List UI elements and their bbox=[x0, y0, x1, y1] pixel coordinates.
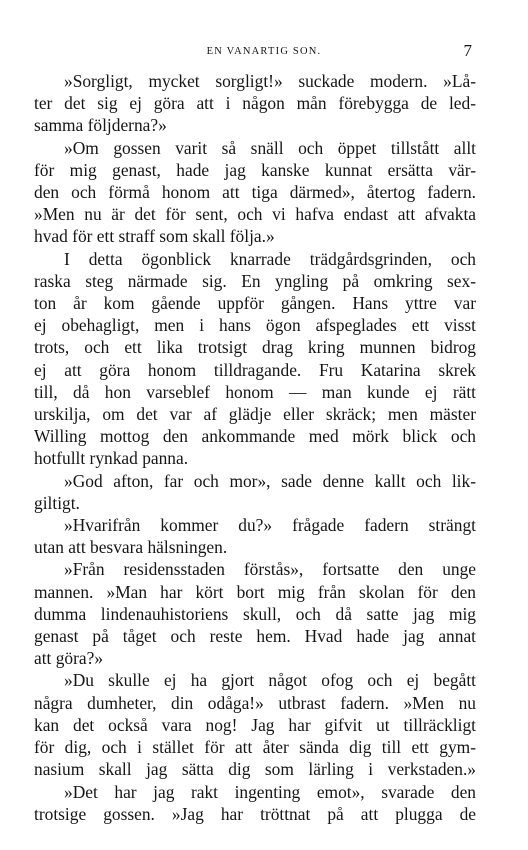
text-line: trotsige gossen. »Jag har tröttnat på att plugga de bbox=[34, 803, 476, 824]
text-line: att göra?» bbox=[34, 648, 104, 669]
text-line: giltigt. bbox=[34, 492, 80, 513]
text-line: den och förmå honom att tiga därmed», återtog fadern. bbox=[34, 182, 476, 203]
text-line: några dumheter, din odåga!» utbrast fadern. »Men nu bbox=[34, 692, 476, 713]
text-line: kan det också vara nog! Jag har gifvit ut tillräckligt bbox=[34, 714, 476, 735]
text-line: dumma lindenauhistoriens skull, och då satte jag mig bbox=[34, 603, 476, 624]
text-line: för dig, och i stället för att åter sända dig till ett gym- bbox=[34, 737, 476, 758]
text-line: I detta ögonblick knarrade trädgårdsgrinden, och bbox=[64, 248, 476, 269]
text-line: hotfullt rynkad panna. bbox=[34, 448, 189, 469]
text-line: ej att göra honom tilldragande. Fru Katarina skrek bbox=[34, 359, 476, 380]
text-line: »Hvarifrån kommer du?» frågade fadern strängt bbox=[64, 515, 476, 536]
text-line: hvad för ett straff som skall följa.» bbox=[34, 226, 275, 247]
text-line: ter det sig ej göra att i någon mån förebygga de led- bbox=[34, 93, 476, 114]
text-line: trots, och ett lika trotsigt drag kring munnen bidrog bbox=[34, 337, 476, 358]
text-line: »God afton, far och mor», sade denne kallt och lik- bbox=[64, 470, 476, 491]
text-line: »Om gossen varit så snäll och öppet tillstått allt bbox=[64, 137, 476, 158]
text-line: »Men nu är det för sent, och vi hafva endast att afvakta bbox=[34, 204, 476, 225]
text-line: »Det har jag rakt ingenting emot», svarade den bbox=[64, 781, 476, 802]
page-number: 7 bbox=[463, 41, 472, 60]
text-line: »Sorgligt, mycket sorgligt!» suckade modern. »Lå- bbox=[64, 71, 476, 91]
text-line: raska steg närmade sig. En yngling på omkring sex- bbox=[34, 270, 476, 291]
text-line: Willing mottog den ankommande med mörk blick och bbox=[34, 426, 476, 447]
text-line: samma följderna?» bbox=[34, 115, 167, 136]
text-line: nasium skall jag sätta dig som lärling i verkstaden.» bbox=[34, 759, 476, 780]
text-line: ton år kom gående uppför gången. Hans yttre var bbox=[34, 293, 476, 314]
body-text bbox=[34, 70, 476, 825]
running-title: EN VANARTIG SON. bbox=[206, 46, 322, 57]
text-line: ej obehagligt, men i hans ögon afspeglades ett visst bbox=[34, 315, 476, 336]
text-line: för mig genast, hade jag kanske kunnat ersätta vär- bbox=[34, 159, 476, 180]
text-line: urskilja, om det var af glädje eller skräck; men mäster bbox=[34, 404, 476, 425]
text-line: till, då hon varseblef honom — man kunde ej rätt bbox=[34, 381, 476, 402]
text-line: »Du skulle ej ha gjort något ofog och ej begått bbox=[64, 670, 476, 691]
text-line: »Från residensstaden förstås», fortsatte den unge bbox=[64, 559, 476, 580]
text-line: genast på tåget och reste hem. Hvad hade jag annat bbox=[34, 626, 476, 647]
text-line: utan att besvara hälsningen. bbox=[34, 537, 228, 558]
text-line: mannen. »Man har kört bort mig från skolan för den bbox=[34, 581, 476, 602]
